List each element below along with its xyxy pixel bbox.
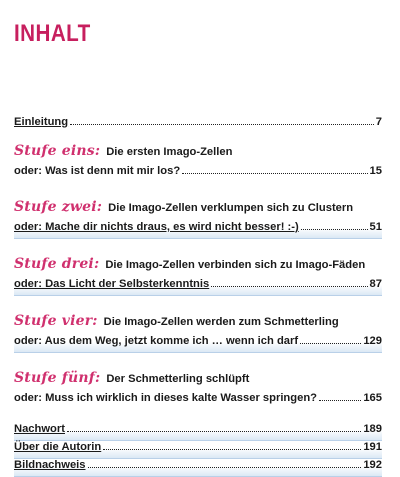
toc-entry-label: Einleitung (14, 116, 69, 128)
chapter-subtitle: oder: Aus dem Weg, jetzt komme ich … wenn ich darf (14, 335, 299, 347)
chapter-heading-stufe-drei (14, 256, 382, 278)
page-number: 51 (369, 221, 382, 233)
toc-entry-einleitung[interactable] (14, 116, 382, 133)
chapter-heading-stufe-zwei (14, 199, 382, 221)
toc-entry-stufe-eins[interactable] (14, 165, 382, 182)
dot-leader (211, 286, 367, 287)
toc-entry-stufe-vier[interactable] (14, 335, 382, 353)
dot-leader (103, 449, 361, 450)
dot-leader (300, 343, 361, 344)
dot-leader (301, 229, 368, 230)
toc-entry-stufe-fuenf[interactable] (14, 392, 382, 409)
chapter-stage-label: Stufe fünf: (14, 370, 101, 386)
toc-entry-stufe-drei[interactable] (14, 278, 382, 296)
page-number: 165 (363, 392, 382, 404)
dot-leader (70, 124, 374, 125)
dot-leader (67, 431, 361, 432)
chapter-subtitle: oder: Muss ich wirklich in dieses kalte Wasser springen? (14, 392, 317, 404)
toc-entry-nachwort[interactable] (14, 423, 382, 441)
chapter-heading-stufe-eins (14, 143, 382, 165)
page-number: 192 (363, 459, 382, 471)
table-of-contents (14, 116, 382, 477)
chapter-stage-label: Stufe drei: (14, 256, 100, 272)
toc-entry-bildnachweis[interactable] (14, 459, 382, 477)
chapter-title: Die Imago-Zellen verbinden sich zu Imago-Fäden (105, 259, 366, 271)
chapter-title: Die ersten Imago-Zellen (106, 146, 233, 158)
chapter-subtitle: oder: Mache dir nichts draus, es wird nicht besser! :-) (14, 221, 299, 233)
chapter-heading-stufe-vier (14, 313, 382, 335)
dot-leader (319, 400, 361, 401)
page-number: 87 (369, 278, 382, 290)
toc-entry-label: Bildnachweis (14, 459, 86, 471)
chapter-title: Die Imago-Zellen werden zum Schmetterling (103, 316, 339, 328)
dot-leader (88, 467, 362, 468)
toc-entry-ueber-die-autorin[interactable] (14, 441, 382, 459)
toc-entry-stufe-zwei[interactable] (14, 221, 382, 239)
page-number: 7 (375, 116, 382, 128)
chapter-subtitle: oder: Das Licht der Selbsterkenntnis (14, 278, 210, 290)
toc-entry-label: Über die Autorin (14, 441, 102, 453)
dot-leader (182, 173, 367, 174)
chapter-title: Die Imago-Zellen verklumpen sich zu Clustern (108, 202, 354, 214)
page-number: 189 (363, 423, 382, 435)
chapter-stage-label: Stufe eins: (14, 143, 101, 159)
chapter-stage-label: Stufe zwei: (14, 199, 103, 215)
page-number: 15 (369, 165, 382, 177)
page-number: 129 (363, 335, 382, 347)
page-number: 191 (363, 441, 382, 453)
page-title: INHALT (14, 20, 91, 47)
toc-entry-label: Nachwort (14, 423, 65, 435)
chapter-subtitle: oder: Was ist denn mit mir los? (14, 165, 181, 177)
chapter-stage-label: Stufe vier: (14, 313, 98, 329)
chapter-heading-stufe-fuenf (14, 370, 382, 392)
chapter-title: Der Schmetterling schlüpft (106, 373, 250, 385)
